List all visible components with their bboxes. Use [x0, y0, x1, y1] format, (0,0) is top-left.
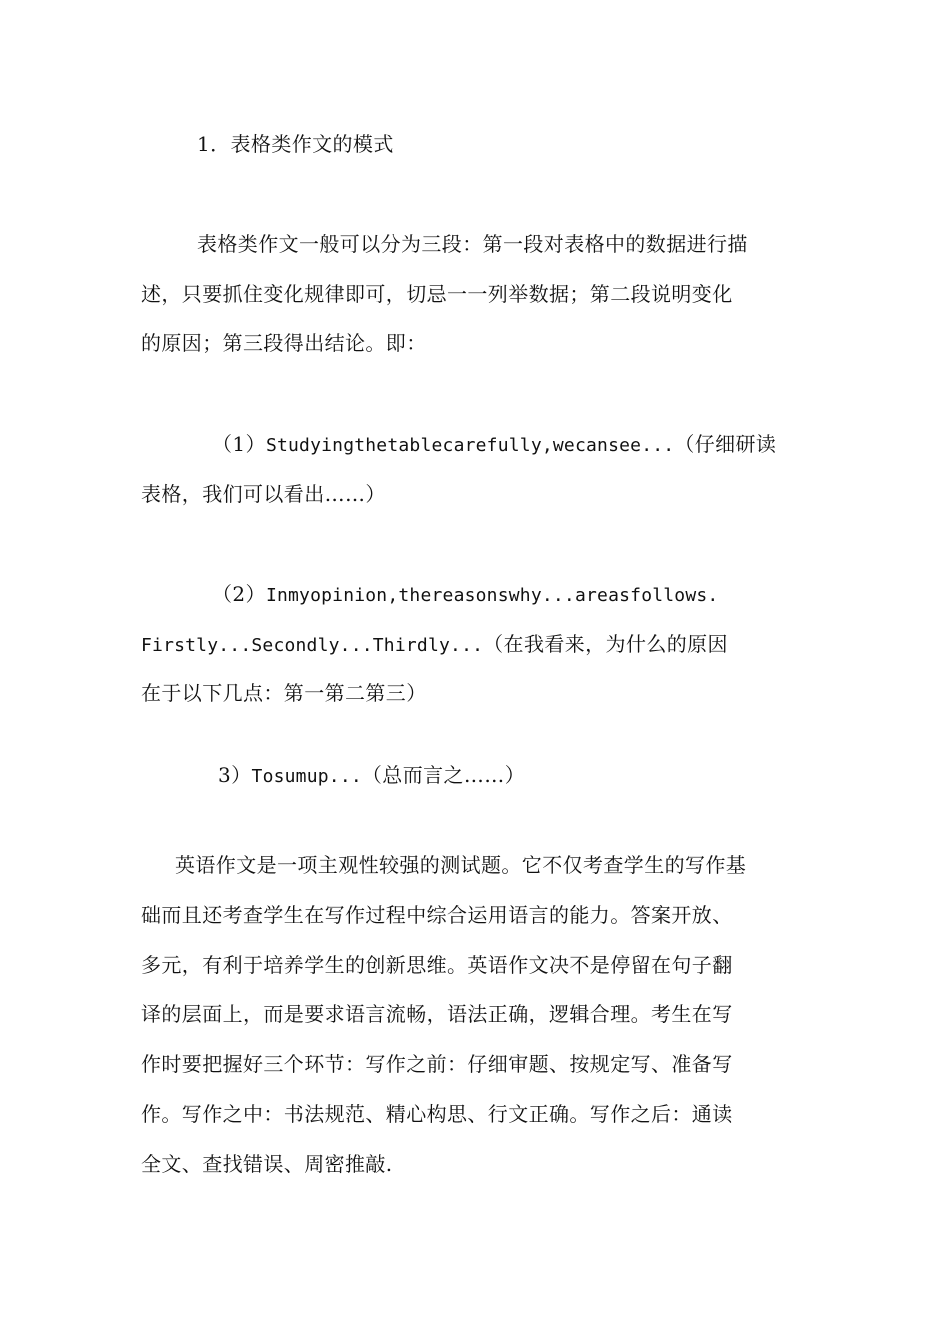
closing-line-1: 英语作文是一项主观性较强的测试题。它不仅考查学生的写作基	[175, 853, 747, 877]
closing-line-7: 全文、查找错误、周密推敲.	[141, 1152, 393, 1176]
item-1-prefix: （1）	[212, 432, 266, 456]
closing-line-6: 作。写作之中：书法规范、精心构思、行文正确。写作之后：通读	[141, 1102, 733, 1126]
intro-line-3: 的原因；第三段得出结论。即：	[141, 331, 427, 355]
intro-line-1: 表格类作文一般可以分为三段：第一段对表格中的数据进行描	[197, 232, 748, 256]
closing-line-2: 础而且还考查学生在写作过程中综合运用语言的能力。答案开放、	[141, 903, 733, 927]
item-3-english: Tosumup...	[251, 766, 362, 787]
closing-line-5: 作时要把握好三个环节：写作之前：仔细审题、按规定写、准备写	[141, 1052, 733, 1076]
intro-line-2: 述，只要抓住变化规律即可，切忌一一列举数据；第二段说明变化	[141, 282, 733, 306]
item-3-prefix: 3）	[218, 763, 252, 787]
item-3-chinese: （总而言之……）	[361, 763, 526, 787]
item-2-chinese-a: （在我看来，为什么的原因	[483, 632, 728, 656]
item-1-english: Studyingthetablecarefully,wecansee...	[265, 435, 675, 456]
item-1-line-1	[212, 432, 776, 458]
item-2-line-1	[212, 582, 718, 608]
item-1-chinese-a: （仔细研读	[674, 432, 777, 456]
item-2-line-3: 在于以下几点：第一第二第三）	[141, 681, 427, 705]
closing-line-3: 多元，有利于培养学生的创新思维。英语作文决不是停留在句子翻	[141, 953, 733, 977]
closing-line-4: 译的层面上，而是要求语言流畅，语法正确，逻辑合理。考生在写	[141, 1002, 733, 1026]
item-3-line	[218, 763, 525, 789]
section-heading: 1．表格类作文的模式	[197, 132, 394, 156]
item-2-english-b: Firstly...Secondly...Thirdly...	[141, 635, 484, 656]
item-2-english-a: Inmyopinion,thereasonswhy...areasfollows.	[265, 585, 719, 606]
item-1-line-2: 表格，我们可以看出……）	[141, 482, 386, 506]
item-2-prefix: （2）	[212, 582, 266, 606]
item-2-line-2	[141, 632, 728, 658]
